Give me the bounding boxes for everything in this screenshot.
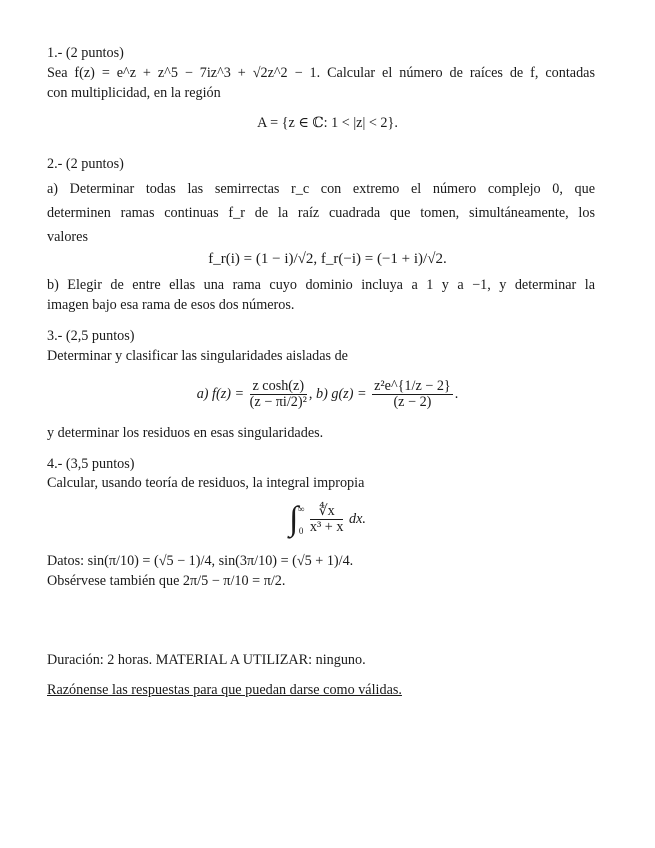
q1-text-line1: Sea f(z) = e^z + z^5 − 7iz^3 + √2z^2 − 1. Calcular el número de raíces de f, contadas [47, 65, 595, 81]
q3-a-numerator: z cosh(z) [250, 379, 307, 395]
integral-lower-limit: 0 [298, 525, 304, 536]
q2-heading: 2.- (2 puntos) [47, 156, 124, 172]
q3-functions-formula: a) f(z) = $\frac{\text{z cosh(z)}}{\text{(z − πi/2)²}}$ , b) g(z) = $\frac{\text{z²e\textasciicircum{}\{1/z − 2\}}}{(z - 2)}$ . [196, 378, 459, 411]
q1-heading: 1.- (2 puntos) [47, 45, 124, 61]
q3-b-fraction [372, 379, 453, 410]
q4-integral-formula [0, 495, 655, 543]
q1-region-formula: A = {z ∈ ℂ: 1 < |z| < 2}. [257, 115, 398, 131]
q2-text-line1: a) Determinar todas las semirrectas r_c con extremo el número complejo 0, que [47, 181, 595, 197]
integral-limits [298, 498, 304, 542]
q3-text-line1: Determinar y clasificar las singularidades aisladas de [47, 348, 348, 364]
q3-b-denominator: (z − 2) [393, 394, 432, 411]
q3-a-denominator: (z − πi/2)² [249, 394, 307, 411]
q3-b-numerator: z²e^{1/z − 2} [374, 378, 451, 395]
q4-data-line2: Obsérvese también que 2π/5 − π/10 = π/2. [47, 573, 286, 589]
integral-fraction [310, 504, 344, 535]
q3-b-label: b) g(z) = [315, 386, 367, 402]
q4-heading: 4.- (3,5 puntos) [47, 456, 135, 472]
answer-justification-note [47, 681, 595, 699]
q4-text-line1: Calcular, usando teoría de residuos, la integral impropia [47, 475, 365, 491]
q3-text-line2: y determinar los residuos en esas singularidades. [47, 425, 324, 441]
integral-sign: ∫ [289, 500, 299, 538]
q2-text-line2: determinen ramas continuas f_r de la raíz cuadrada que tomen, simultáneamente, los [47, 205, 595, 221]
q3-a-fraction [250, 379, 307, 410]
integral-differential: dx. [348, 511, 366, 527]
q3-heading: 3.- (2,5 puntos) [47, 328, 135, 344]
integral-upper-limit: ∞ [297, 503, 305, 514]
q4-data-line1: Datos: sin(π/10) = (√5 − 1)/4, sin(3π/10) = (√5 + 1)/4. [47, 553, 354, 569]
q2-text-line3: valores [47, 229, 88, 245]
q1-text-line2: con multiplicidad, en la región [47, 85, 221, 101]
duration-note: Duración: 2 horas. MATERIAL A UTILIZAR: ninguno. [47, 652, 366, 668]
q2-values-formula: f_r(i) = (1 − i)/√2, f_r(−i) = (−1 + i)/√2. [208, 251, 447, 267]
q3-a-label: a) f(z) = [196, 386, 245, 402]
integral-numerator: ∜x [310, 504, 344, 520]
answer-justification-text: Razónense las respuestas para que puedan darse como válidas. [47, 682, 402, 698]
q2-text-line4: b) Elegir de entre ellas una rama cuyo dominio incluya a 1 y a −1, y determinar la [47, 277, 595, 293]
integral-denominator: x³ + x [309, 519, 344, 536]
q2-text-line5: imagen bajo esa rama de esos dos números. [47, 297, 295, 313]
